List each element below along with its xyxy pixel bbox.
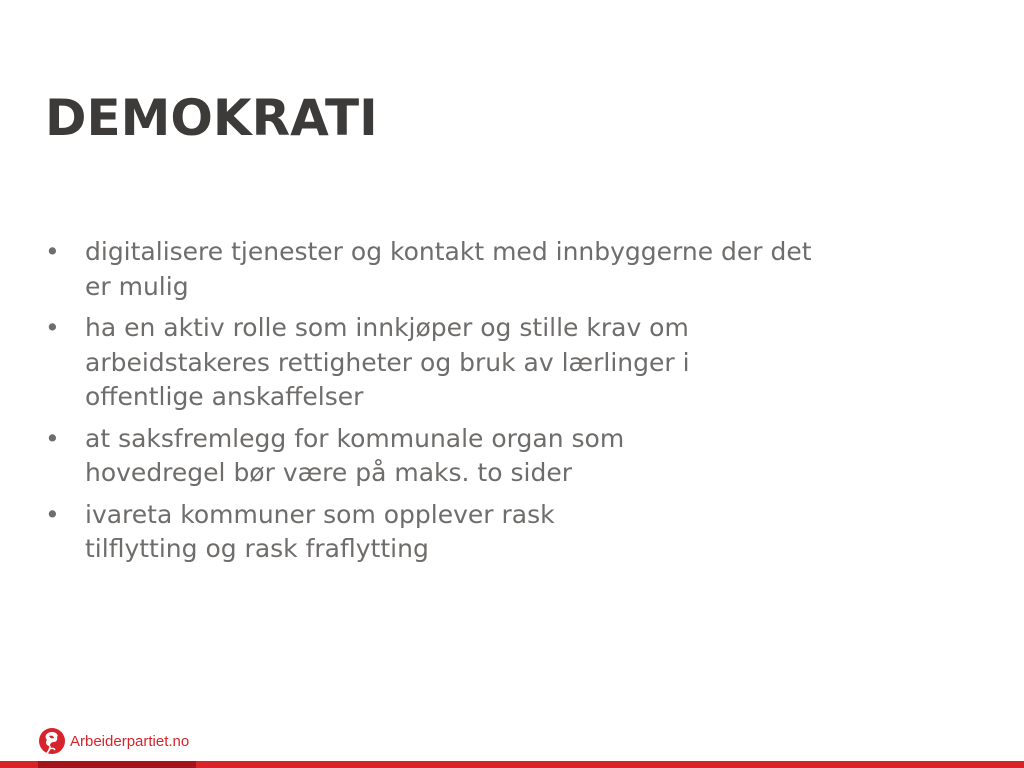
bullet-text: digitalisere tjenester og kontakt med innbyggerne der det er mulig	[85, 237, 812, 301]
bullet-item	[45, 235, 825, 304]
footer-logo	[38, 726, 189, 756]
footer-bar-accent	[38, 761, 196, 768]
rose-icon	[38, 727, 66, 755]
bullet-marker: •	[45, 237, 60, 266]
logo-text: Arbeiderpartiet.no	[70, 732, 190, 750]
bullet-marker: •	[45, 313, 60, 342]
bullet-item	[45, 311, 825, 415]
bullet-marker: •	[45, 423, 60, 453]
bullet-list	[45, 235, 825, 574]
bullet-text: ha en aktiv rolle som innkjøper og stille krav om arbeidstakeres rettigheter og bruk av lærlinger i offentlige anskaffelser	[85, 313, 690, 411]
bullet-text: ivareta kommuner som opplever rask tilflytting og rask fraflytting	[85, 499, 555, 563]
bullet-item	[45, 422, 825, 491]
bullet-item	[45, 498, 825, 567]
slide-title: DEMOKRATI	[45, 89, 378, 147]
bullet-text: at saksfremlegg for kommunale organ som hovedregel bør være på maks. to sider	[85, 423, 625, 487]
bullet-marker: •	[45, 499, 60, 529]
